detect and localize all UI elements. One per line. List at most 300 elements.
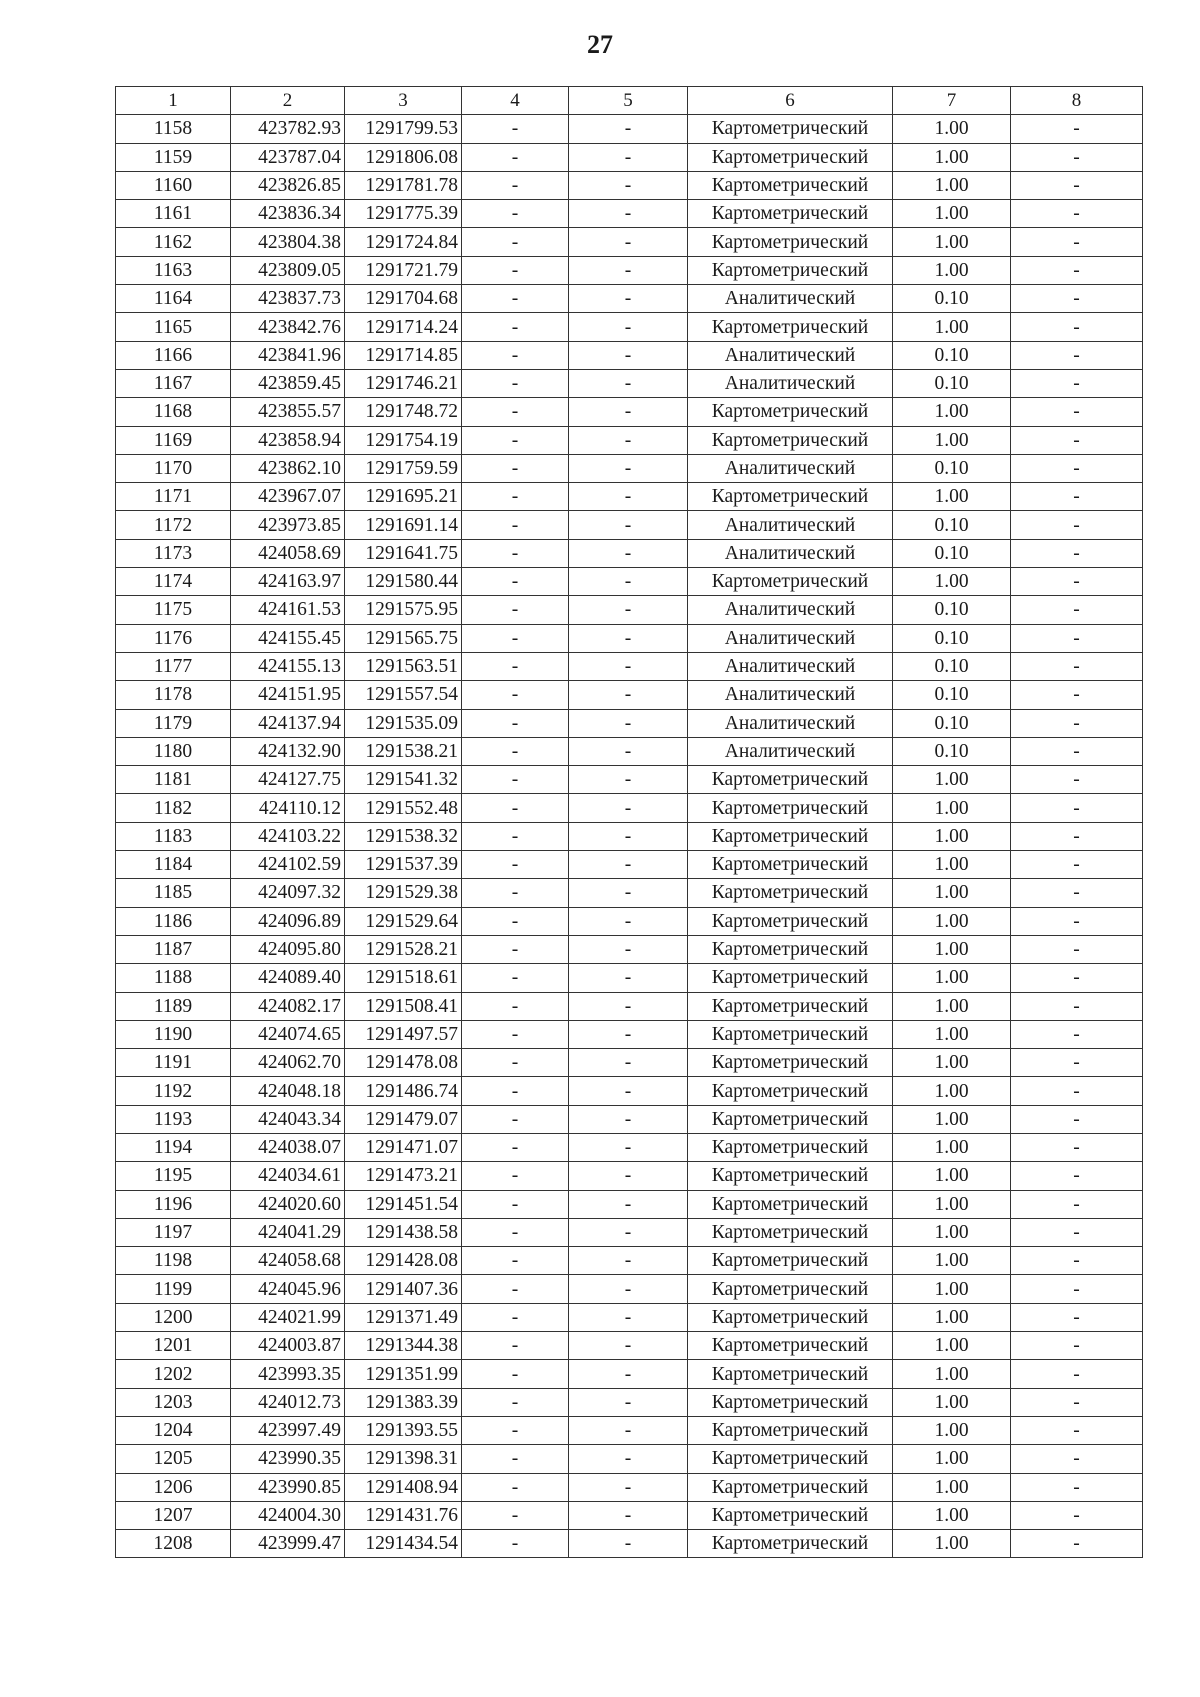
method-cell: Картометрический	[688, 1388, 893, 1416]
coord-y-cell: 1291714.85	[345, 341, 462, 369]
accuracy-cell: 1.00	[893, 1416, 1011, 1444]
coord-x-cell: 423809.05	[231, 256, 345, 284]
coord-x-cell: 424161.53	[231, 596, 345, 624]
accuracy-cell: 1.00	[893, 992, 1011, 1020]
point-number-cell: 1163	[116, 256, 231, 284]
accuracy-cell: 0.10	[893, 652, 1011, 680]
accuracy-cell: 0.10	[893, 511, 1011, 539]
coord-y-cell: 1291434.54	[345, 1530, 462, 1558]
accuracy-cell: 1.00	[893, 1473, 1011, 1501]
table-row	[116, 964, 1143, 992]
col-8-cell: -	[1011, 1162, 1143, 1190]
method-cell: Картометрический	[688, 1190, 893, 1218]
coord-x-cell: 424045.96	[231, 1275, 345, 1303]
method-cell: Аналитический	[688, 539, 893, 567]
coord-y-cell: 1291471.07	[345, 1133, 462, 1161]
table-row	[116, 1218, 1143, 1246]
col-5-cell: -	[569, 652, 688, 680]
method-cell: Картометрический	[688, 115, 893, 143]
column-header-5: 5	[569, 87, 688, 115]
coord-x-cell: 424020.60	[231, 1190, 345, 1218]
col-8-cell: -	[1011, 1133, 1143, 1161]
col-8-cell: -	[1011, 1247, 1143, 1275]
coord-y-cell: 1291799.53	[345, 115, 462, 143]
col-4-cell: -	[462, 1190, 569, 1218]
point-number-cell: 1188	[116, 964, 231, 992]
method-cell: Картометрический	[688, 426, 893, 454]
method-cell: Картометрический	[688, 1360, 893, 1388]
method-cell: Картометрический	[688, 964, 893, 992]
table-row	[116, 483, 1143, 511]
point-number-cell: 1184	[116, 851, 231, 879]
coord-x-cell: 424132.90	[231, 737, 345, 765]
coord-x-cell: 423990.85	[231, 1473, 345, 1501]
column-header-6: 6	[688, 87, 893, 115]
coord-y-cell: 1291714.24	[345, 313, 462, 341]
point-number-cell: 1177	[116, 652, 231, 680]
point-number-cell: 1187	[116, 935, 231, 963]
table-row	[116, 228, 1143, 256]
table-row	[116, 398, 1143, 426]
coord-y-cell: 1291351.99	[345, 1360, 462, 1388]
point-number-cell: 1179	[116, 709, 231, 737]
coord-x-cell: 424021.99	[231, 1303, 345, 1331]
method-cell: Картометрический	[688, 313, 893, 341]
table-row	[116, 652, 1143, 680]
coord-y-cell: 1291407.36	[345, 1275, 462, 1303]
coord-y-cell: 1291563.51	[345, 652, 462, 680]
coord-y-cell: 1291383.39	[345, 1388, 462, 1416]
accuracy-cell: 1.00	[893, 907, 1011, 935]
col-4-cell: -	[462, 1388, 569, 1416]
col-5-cell: -	[569, 822, 688, 850]
col-4-cell: -	[462, 369, 569, 397]
point-number-cell: 1168	[116, 398, 231, 426]
accuracy-cell: 1.00	[893, 935, 1011, 963]
coord-y-cell: 1291759.59	[345, 454, 462, 482]
point-number-cell: 1189	[116, 992, 231, 1020]
col-8-cell: -	[1011, 313, 1143, 341]
col-8-cell: -	[1011, 681, 1143, 709]
point-number-cell: 1194	[116, 1133, 231, 1161]
col-4-cell: -	[462, 398, 569, 426]
col-8-cell: -	[1011, 143, 1143, 171]
point-number-cell: 1172	[116, 511, 231, 539]
col-5-cell: -	[569, 115, 688, 143]
col-5-cell: -	[569, 285, 688, 313]
col-5-cell: -	[569, 1218, 688, 1246]
col-5-cell: -	[569, 1020, 688, 1048]
col-4-cell: -	[462, 171, 569, 199]
col-4-cell: -	[462, 228, 569, 256]
point-number-cell: 1180	[116, 737, 231, 765]
coord-y-cell: 1291438.58	[345, 1218, 462, 1246]
col-5-cell: -	[569, 624, 688, 652]
coord-x-cell: 424074.65	[231, 1020, 345, 1048]
col-8-cell: -	[1011, 1530, 1143, 1558]
method-cell: Аналитический	[688, 624, 893, 652]
table-row	[116, 935, 1143, 963]
col-5-cell: -	[569, 1133, 688, 1161]
point-number-cell: 1164	[116, 285, 231, 313]
accuracy-cell: 1.00	[893, 1332, 1011, 1360]
coord-y-cell: 1291541.32	[345, 766, 462, 794]
col-8-cell: -	[1011, 964, 1143, 992]
coordinates-table	[115, 86, 1143, 1558]
col-8-cell: -	[1011, 851, 1143, 879]
table-header-row	[116, 87, 1143, 115]
point-number-cell: 1167	[116, 369, 231, 397]
point-number-cell: 1181	[116, 766, 231, 794]
col-5-cell: -	[569, 907, 688, 935]
col-5-cell: -	[569, 1303, 688, 1331]
point-number-cell: 1202	[116, 1360, 231, 1388]
point-number-cell: 1204	[116, 1416, 231, 1444]
accuracy-cell: 1.00	[893, 1275, 1011, 1303]
method-cell: Аналитический	[688, 454, 893, 482]
table-row	[116, 1501, 1143, 1529]
coord-y-cell: 1291695.21	[345, 483, 462, 511]
col-4-cell: -	[462, 964, 569, 992]
col-5-cell: -	[569, 369, 688, 397]
col-8-cell: -	[1011, 426, 1143, 454]
column-header-8: 8	[1011, 87, 1143, 115]
coord-x-cell: 424089.40	[231, 964, 345, 992]
col-5-cell: -	[569, 341, 688, 369]
table-row	[116, 907, 1143, 935]
accuracy-cell: 1.00	[893, 171, 1011, 199]
coord-x-cell: 423862.10	[231, 454, 345, 482]
coord-y-cell: 1291473.21	[345, 1162, 462, 1190]
method-cell: Картометрический	[688, 851, 893, 879]
coord-x-cell: 424041.29	[231, 1218, 345, 1246]
col-4-cell: -	[462, 1162, 569, 1190]
table-row	[116, 992, 1143, 1020]
method-cell: Картометрический	[688, 822, 893, 850]
coord-x-cell: 423973.85	[231, 511, 345, 539]
method-cell: Картометрический	[688, 1247, 893, 1275]
coord-x-cell: 423837.73	[231, 285, 345, 313]
table-row	[116, 539, 1143, 567]
col-4-cell: -	[462, 1445, 569, 1473]
accuracy-cell: 1.00	[893, 1105, 1011, 1133]
col-5-cell: -	[569, 992, 688, 1020]
table-row	[116, 568, 1143, 596]
method-cell: Картометрический	[688, 483, 893, 511]
table-row	[116, 624, 1143, 652]
col-8-cell: -	[1011, 1360, 1143, 1388]
accuracy-cell: 1.00	[893, 1247, 1011, 1275]
table-row	[116, 1416, 1143, 1444]
coord-y-cell: 1291529.64	[345, 907, 462, 935]
col-4-cell: -	[462, 1020, 569, 1048]
col-8-cell: -	[1011, 794, 1143, 822]
table-row	[116, 1105, 1143, 1133]
col-8-cell: -	[1011, 1303, 1143, 1331]
col-5-cell: -	[569, 1445, 688, 1473]
method-cell: Картометрический	[688, 398, 893, 426]
coord-x-cell: 423859.45	[231, 369, 345, 397]
accuracy-cell: 1.00	[893, 1388, 1011, 1416]
accuracy-cell: 1.00	[893, 1020, 1011, 1048]
point-number-cell: 1197	[116, 1218, 231, 1246]
coord-y-cell: 1291565.75	[345, 624, 462, 652]
col-8-cell: -	[1011, 1473, 1143, 1501]
col-8-cell: -	[1011, 285, 1143, 313]
accuracy-cell: 1.00	[893, 1445, 1011, 1473]
coord-y-cell: 1291393.55	[345, 1416, 462, 1444]
col-5-cell: -	[569, 454, 688, 482]
table-row	[116, 256, 1143, 284]
table-row	[116, 879, 1143, 907]
table-row	[116, 171, 1143, 199]
point-number-cell: 1182	[116, 794, 231, 822]
accuracy-cell: 1.00	[893, 1077, 1011, 1105]
method-cell: Картометрический	[688, 1501, 893, 1529]
coord-y-cell: 1291691.14	[345, 511, 462, 539]
col-5-cell: -	[569, 256, 688, 284]
method-cell: Картометрический	[688, 171, 893, 199]
col-8-cell: -	[1011, 1105, 1143, 1133]
point-number-cell: 1206	[116, 1473, 231, 1501]
col-8-cell: -	[1011, 709, 1143, 737]
col-4-cell: -	[462, 879, 569, 907]
coord-y-cell: 1291478.08	[345, 1049, 462, 1077]
method-cell: Картометрический	[688, 1133, 893, 1161]
col-8-cell: -	[1011, 1218, 1143, 1246]
coord-y-cell: 1291508.41	[345, 992, 462, 1020]
table-row	[116, 341, 1143, 369]
col-4-cell: -	[462, 115, 569, 143]
coord-y-cell: 1291537.39	[345, 851, 462, 879]
col-5-cell: -	[569, 313, 688, 341]
method-cell: Картометрический	[688, 1332, 893, 1360]
col-8-cell: -	[1011, 1388, 1143, 1416]
col-5-cell: -	[569, 1162, 688, 1190]
col-4-cell: -	[462, 511, 569, 539]
col-8-cell: -	[1011, 1077, 1143, 1105]
col-8-cell: -	[1011, 822, 1143, 850]
point-number-cell: 1200	[116, 1303, 231, 1331]
coord-x-cell: 424096.89	[231, 907, 345, 935]
point-number-cell: 1190	[116, 1020, 231, 1048]
col-5-cell: -	[569, 879, 688, 907]
table-row	[116, 115, 1143, 143]
table-row	[116, 1190, 1143, 1218]
col-5-cell: -	[569, 1416, 688, 1444]
coord-y-cell: 1291775.39	[345, 200, 462, 228]
col-4-cell: -	[462, 1218, 569, 1246]
col-4-cell: -	[462, 822, 569, 850]
method-cell: Аналитический	[688, 511, 893, 539]
col-5-cell: -	[569, 766, 688, 794]
col-8-cell: -	[1011, 652, 1143, 680]
accuracy-cell: 1.00	[893, 426, 1011, 454]
coord-x-cell: 424038.07	[231, 1133, 345, 1161]
point-number-cell: 1169	[116, 426, 231, 454]
col-8-cell: -	[1011, 1020, 1143, 1048]
table-row	[116, 511, 1143, 539]
method-cell: Картометрический	[688, 1218, 893, 1246]
coord-y-cell: 1291724.84	[345, 228, 462, 256]
coord-x-cell: 424110.12	[231, 794, 345, 822]
accuracy-cell: 0.10	[893, 341, 1011, 369]
col-5-cell: -	[569, 1332, 688, 1360]
col-5-cell: -	[569, 1049, 688, 1077]
method-cell: Картометрический	[688, 143, 893, 171]
coord-x-cell: 423855.57	[231, 398, 345, 426]
accuracy-cell: 1.00	[893, 822, 1011, 850]
accuracy-cell: 1.00	[893, 1218, 1011, 1246]
coord-x-cell: 424058.69	[231, 539, 345, 567]
coord-x-cell: 423999.47	[231, 1530, 345, 1558]
point-number-cell: 1173	[116, 539, 231, 567]
accuracy-cell: 1.00	[893, 879, 1011, 907]
point-number-cell: 1198	[116, 1247, 231, 1275]
method-cell: Картометрический	[688, 1162, 893, 1190]
method-cell: Картометрический	[688, 794, 893, 822]
method-cell: Картометрический	[688, 879, 893, 907]
table-row	[116, 737, 1143, 765]
col-5-cell: -	[569, 398, 688, 426]
table-row	[116, 285, 1143, 313]
accuracy-cell: 1.00	[893, 964, 1011, 992]
col-5-cell: -	[569, 171, 688, 199]
col-8-cell: -	[1011, 1445, 1143, 1473]
coord-y-cell: 1291486.74	[345, 1077, 462, 1105]
method-cell: Картометрический	[688, 1105, 893, 1133]
accuracy-cell: 1.00	[893, 1133, 1011, 1161]
coord-x-cell: 423842.76	[231, 313, 345, 341]
accuracy-cell: 0.10	[893, 737, 1011, 765]
col-4-cell: -	[462, 1275, 569, 1303]
point-number-cell: 1196	[116, 1190, 231, 1218]
column-header-3: 3	[345, 87, 462, 115]
col-4-cell: -	[462, 794, 569, 822]
point-number-cell: 1186	[116, 907, 231, 935]
coord-y-cell: 1291721.79	[345, 256, 462, 284]
method-cell: Аналитический	[688, 709, 893, 737]
table-row	[116, 200, 1143, 228]
method-cell: Аналитический	[688, 341, 893, 369]
method-cell: Картометрический	[688, 935, 893, 963]
coord-y-cell: 1291371.49	[345, 1303, 462, 1331]
coord-y-cell: 1291535.09	[345, 709, 462, 737]
table-row	[116, 1247, 1143, 1275]
col-4-cell: -	[462, 285, 569, 313]
table-row	[116, 454, 1143, 482]
accuracy-cell: 1.00	[893, 1360, 1011, 1388]
col-5-cell: -	[569, 426, 688, 454]
point-number-cell: 1159	[116, 143, 231, 171]
col-4-cell: -	[462, 1473, 569, 1501]
col-4-cell: -	[462, 313, 569, 341]
col-8-cell: -	[1011, 398, 1143, 426]
coord-y-cell: 1291580.44	[345, 568, 462, 596]
coord-x-cell: 424034.61	[231, 1162, 345, 1190]
coord-y-cell: 1291538.21	[345, 737, 462, 765]
coord-y-cell: 1291781.78	[345, 171, 462, 199]
accuracy-cell: 1.00	[893, 766, 1011, 794]
col-4-cell: -	[462, 851, 569, 879]
col-5-cell: -	[569, 1530, 688, 1558]
col-8-cell: -	[1011, 1275, 1143, 1303]
table-row	[116, 709, 1143, 737]
col-5-cell: -	[569, 794, 688, 822]
col-5-cell: -	[569, 709, 688, 737]
table-row	[116, 1360, 1143, 1388]
accuracy-cell: 1.00	[893, 1190, 1011, 1218]
accuracy-cell: 1.00	[893, 256, 1011, 284]
coord-y-cell: 1291538.32	[345, 822, 462, 850]
coord-x-cell: 424082.17	[231, 992, 345, 1020]
table-row	[116, 1332, 1143, 1360]
coord-x-cell: 424103.22	[231, 822, 345, 850]
table-row	[116, 766, 1143, 794]
table-row	[116, 1133, 1143, 1161]
col-8-cell: -	[1011, 228, 1143, 256]
col-8-cell: -	[1011, 369, 1143, 397]
point-number-cell: 1207	[116, 1501, 231, 1529]
col-8-cell: -	[1011, 454, 1143, 482]
coord-y-cell: 1291408.94	[345, 1473, 462, 1501]
col-4-cell: -	[462, 1133, 569, 1161]
col-5-cell: -	[569, 483, 688, 511]
method-cell: Картометрический	[688, 228, 893, 256]
coord-y-cell: 1291451.54	[345, 1190, 462, 1218]
coord-x-cell: 423836.34	[231, 200, 345, 228]
coord-x-cell: 423782.93	[231, 115, 345, 143]
accuracy-cell: 0.10	[893, 709, 1011, 737]
coord-y-cell: 1291746.21	[345, 369, 462, 397]
coord-y-cell: 1291704.68	[345, 285, 462, 313]
accuracy-cell: 1.00	[893, 228, 1011, 256]
coord-y-cell: 1291806.08	[345, 143, 462, 171]
point-number-cell: 1161	[116, 200, 231, 228]
table-row	[116, 1473, 1143, 1501]
accuracy-cell: 1.00	[893, 1049, 1011, 1077]
col-4-cell: -	[462, 1105, 569, 1133]
table-row	[116, 681, 1143, 709]
method-cell: Картометрический	[688, 1020, 893, 1048]
accuracy-cell: 0.10	[893, 681, 1011, 709]
coord-y-cell: 1291518.61	[345, 964, 462, 992]
table-row	[116, 1077, 1143, 1105]
table-row	[116, 1388, 1143, 1416]
accuracy-cell: 1.00	[893, 1530, 1011, 1558]
col-5-cell: -	[569, 681, 688, 709]
coord-y-cell: 1291431.76	[345, 1501, 462, 1529]
coord-x-cell: 424004.30	[231, 1501, 345, 1529]
point-number-cell: 1174	[116, 568, 231, 596]
coord-x-cell: 424151.95	[231, 681, 345, 709]
coord-x-cell: 424155.13	[231, 652, 345, 680]
col-4-cell: -	[462, 1332, 569, 1360]
coord-x-cell: 423997.49	[231, 1416, 345, 1444]
column-header-4: 4	[462, 87, 569, 115]
table-row	[116, 1530, 1143, 1558]
point-number-cell: 1158	[116, 115, 231, 143]
col-4-cell: -	[462, 1247, 569, 1275]
col-8-cell: -	[1011, 1190, 1143, 1218]
coord-y-cell: 1291428.08	[345, 1247, 462, 1275]
point-number-cell: 1170	[116, 454, 231, 482]
col-8-cell: -	[1011, 539, 1143, 567]
method-cell: Картометрический	[688, 1303, 893, 1331]
point-number-cell: 1195	[116, 1162, 231, 1190]
col-5-cell: -	[569, 851, 688, 879]
column-header-1: 1	[116, 87, 231, 115]
